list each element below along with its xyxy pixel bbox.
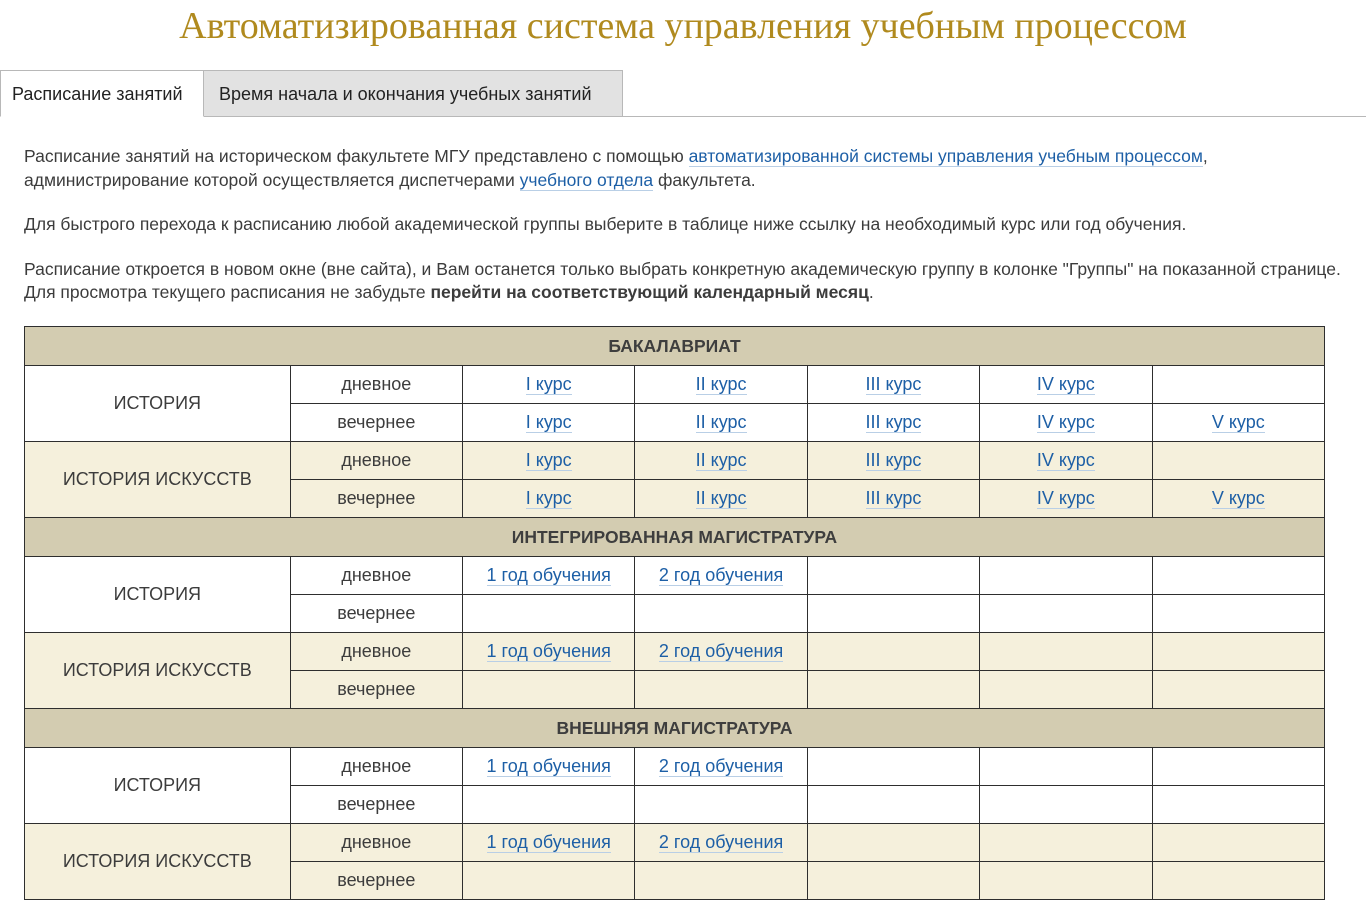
course-link[interactable]: I курс <box>525 488 572 508</box>
course-cell <box>980 862 1152 900</box>
intro-text-1b: , администрирование которой осуществляется диспетчерами <box>24 146 1208 190</box>
course-link[interactable]: 2 год обучения <box>658 756 784 776</box>
course-link[interactable]: II курс <box>695 488 747 508</box>
table-row <box>25 748 1325 786</box>
intro-text-1c: факультета. <box>653 169 756 190</box>
course-cell <box>980 671 1152 709</box>
course-cell <box>807 480 979 518</box>
course-cell <box>463 366 635 404</box>
course-link[interactable]: 1 год обучения <box>486 832 611 852</box>
course-cell <box>463 824 635 862</box>
course-link[interactable]: I курс <box>525 412 572 432</box>
study-form: вечернее <box>290 480 462 518</box>
course-link[interactable]: II курс <box>695 374 747 394</box>
course-cell <box>807 366 979 404</box>
course-link[interactable]: V курс <box>1211 412 1265 432</box>
program-name: ИСТОРИЯ ИСКУССТВ <box>25 824 291 900</box>
table-row <box>25 824 1325 862</box>
course-cell <box>463 748 635 786</box>
course-link[interactable]: I курс <box>525 450 572 470</box>
course-cell <box>463 557 635 595</box>
course-cell <box>807 633 979 671</box>
section-header-row <box>25 518 1325 557</box>
course-cell <box>807 557 979 595</box>
tab-class-times[interactable]: Время начала и окончания учебных занятий <box>204 70 623 117</box>
tab-schedule[interactable]: Расписание занятий <box>0 70 204 117</box>
study-form: дневное <box>290 748 462 786</box>
course-cell <box>463 404 635 442</box>
education-office-link[interactable]: учебного отдела <box>519 169 654 190</box>
course-cell <box>1152 633 1324 671</box>
section-header-row <box>25 709 1325 748</box>
course-cell <box>463 633 635 671</box>
course-link[interactable]: IV курс <box>1036 450 1095 470</box>
table-row <box>25 366 1325 404</box>
course-cell <box>980 824 1152 862</box>
study-form: дневное <box>290 633 462 671</box>
course-cell <box>980 557 1152 595</box>
course-cell <box>980 480 1152 518</box>
course-link[interactable]: III курс <box>865 488 922 508</box>
section-header-row <box>25 327 1325 366</box>
course-cell <box>635 595 807 633</box>
study-form: дневное <box>290 824 462 862</box>
course-cell <box>1152 404 1324 442</box>
course-link[interactable]: 2 год обучения <box>658 832 784 852</box>
intro-text <box>24 145 1354 326</box>
course-cell <box>463 862 635 900</box>
table-row <box>25 557 1325 595</box>
schedule-table <box>24 326 1325 900</box>
course-cell <box>807 595 979 633</box>
course-link[interactable]: III курс <box>865 374 922 394</box>
program-name: ИСТОРИЯ ИСКУССТВ <box>25 442 291 518</box>
course-cell <box>1152 442 1324 480</box>
intro-text-3-bold: перейти на соответствующий календарный месяц <box>430 282 869 302</box>
course-cell <box>980 786 1152 824</box>
page-title: Автоматизированная система управления учебным процессом <box>179 5 1187 47</box>
intro-text-3c: . <box>868 282 874 302</box>
intro-paragraph-3 <box>24 258 1354 305</box>
course-link[interactable]: II курс <box>695 412 747 432</box>
program-name: ИСТОРИЯ <box>25 748 291 824</box>
course-cell <box>1152 595 1324 633</box>
course-cell <box>635 671 807 709</box>
course-cell <box>635 480 807 518</box>
course-cell <box>1152 748 1324 786</box>
course-cell <box>463 595 635 633</box>
course-link[interactable]: 1 год обучения <box>486 756 611 776</box>
course-link[interactable]: III курс <box>865 450 922 470</box>
course-cell <box>807 748 979 786</box>
study-form: вечернее <box>290 862 462 900</box>
course-cell <box>1152 480 1324 518</box>
course-link[interactable]: 2 год обучения <box>658 565 784 585</box>
course-cell <box>463 786 635 824</box>
course-cell <box>980 442 1152 480</box>
intro-paragraph-2: Для быстрого перехода к расписанию любой академической группы выберите в таблице ниже ссылку на необходимый курс или год обучения. <box>24 214 1187 234</box>
course-cell <box>807 404 979 442</box>
course-cell <box>635 824 807 862</box>
study-form: вечернее <box>290 404 462 442</box>
course-link[interactable]: IV курс <box>1036 412 1095 432</box>
study-form: вечернее <box>290 671 462 709</box>
course-cell <box>635 404 807 442</box>
table-row <box>25 442 1325 480</box>
course-cell <box>635 748 807 786</box>
section-title: ВНЕШНЯЯ МАГИСТРАТУРА <box>25 709 1325 748</box>
course-cell <box>807 671 979 709</box>
course-cell <box>1152 671 1324 709</box>
program-name: ИСТОРИЯ ИСКУССТВ <box>25 633 291 709</box>
tab-bar <box>0 70 1366 117</box>
course-link[interactable]: I курс <box>525 374 572 394</box>
intro-text-3a: Расписание откроется в новом окне (вне сайта), и Вам останется только выбрать конкретную академическую группу в колонке "Группы" на показанной странице. Для просмотра текущего расписания не забудьте <box>24 258 1341 302</box>
course-cell <box>1152 824 1324 862</box>
course-link[interactable]: V курс <box>1211 488 1265 508</box>
section-title: БАКАЛАВРИАТ <box>25 327 1325 366</box>
study-form: дневное <box>290 442 462 480</box>
intro-paragraph-1 <box>24 145 1354 192</box>
course-cell <box>980 748 1152 786</box>
asu-link[interactable]: автоматизированной системы управления учебным процессом <box>688 146 1203 166</box>
study-form: вечернее <box>290 595 462 633</box>
course-cell <box>980 404 1152 442</box>
intro-text-1a: Расписание занятий на историческом факультете МГУ представлено с помощью <box>24 146 689 166</box>
course-cell <box>463 671 635 709</box>
course-cell <box>1152 557 1324 595</box>
course-cell <box>1152 366 1324 404</box>
course-cell <box>635 366 807 404</box>
program-name: ИСТОРИЯ <box>25 557 291 633</box>
study-form: дневное <box>290 557 462 595</box>
course-cell <box>463 442 635 480</box>
course-cell <box>635 557 807 595</box>
course-cell <box>635 442 807 480</box>
course-link[interactable]: 1 год обучения <box>486 565 611 585</box>
course-link[interactable]: IV курс <box>1036 374 1095 394</box>
course-cell <box>635 633 807 671</box>
table-row <box>25 633 1325 671</box>
course-cell <box>980 633 1152 671</box>
course-link[interactable]: II курс <box>695 450 747 470</box>
course-cell <box>1152 786 1324 824</box>
course-cell <box>807 442 979 480</box>
course-cell <box>1152 862 1324 900</box>
study-form: дневное <box>290 366 462 404</box>
section-title: ИНТЕГРИРОВАННАЯ МАГИСТРАТУРА <box>25 518 1325 557</box>
program-name: ИСТОРИЯ <box>25 366 291 442</box>
study-form: вечернее <box>290 786 462 824</box>
course-cell <box>980 595 1152 633</box>
course-cell <box>807 824 979 862</box>
course-cell <box>807 862 979 900</box>
course-cell <box>980 366 1152 404</box>
course-link[interactable]: IV курс <box>1036 488 1095 508</box>
course-cell <box>635 786 807 824</box>
course-cell <box>463 480 635 518</box>
course-cell <box>807 786 979 824</box>
course-link[interactable]: 2 год обучения <box>658 641 784 661</box>
course-link[interactable]: III курс <box>865 412 922 432</box>
course-link[interactable]: 1 год обучения <box>486 641 611 661</box>
course-cell <box>635 862 807 900</box>
